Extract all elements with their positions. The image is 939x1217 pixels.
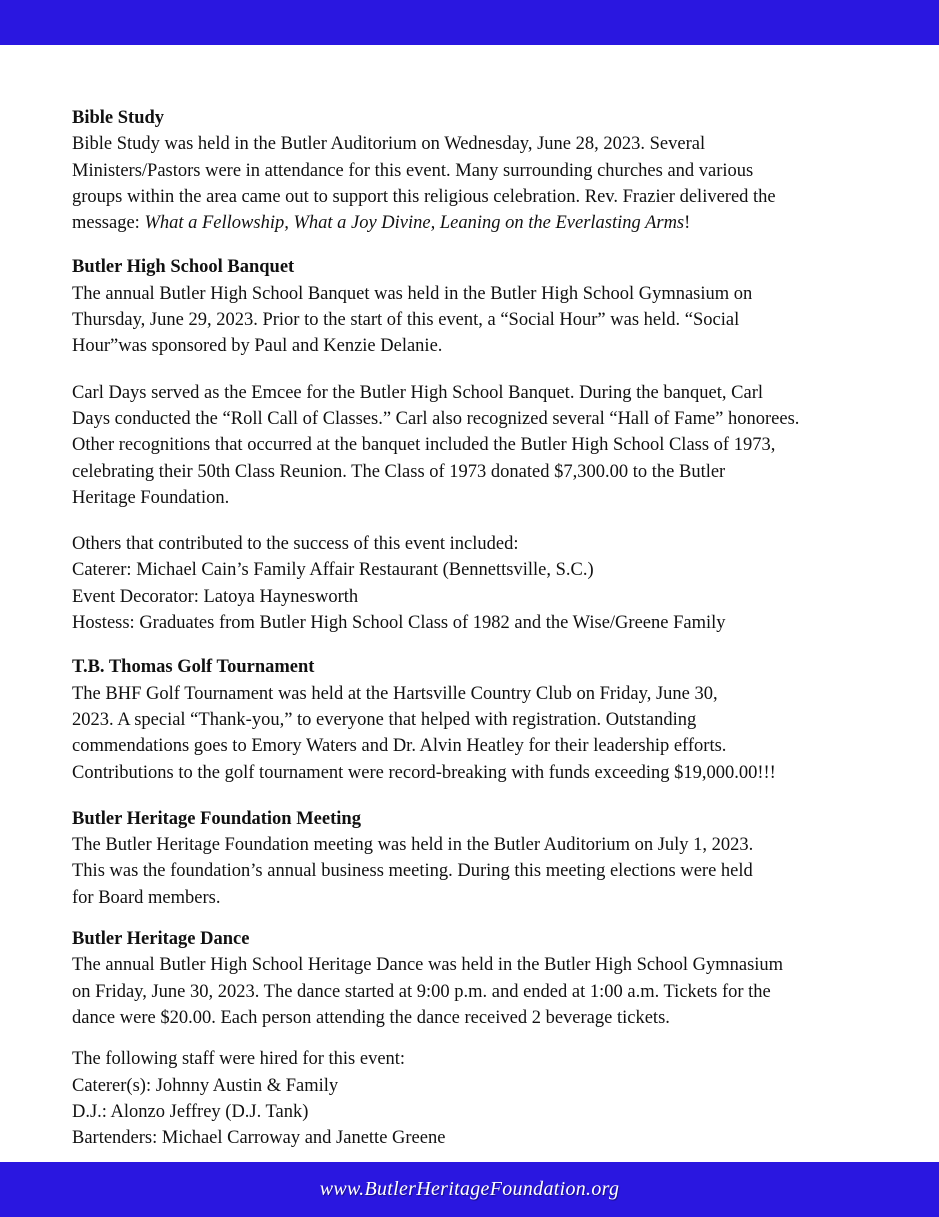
paragraph-line: Other recognitions that occurred at the banquet included the Butler High School Class of 1973, [72, 435, 776, 456]
message-title: What a Fellowship, What a Joy Divine, Leaning on the Everlasting Arms [144, 213, 685, 234]
list-line: Others that contributed to the success of this event included: [72, 534, 519, 555]
paragraph-line: The annual Butler High School Heritage Dance was held in the Butler High School Gymnasium [72, 955, 784, 976]
spacer [72, 636, 872, 654]
list-line: The following staff were hired for this event: [72, 1049, 406, 1070]
list-line: Caterer: Michael Cain’s Family Affair Restaurant (Bennettsville, S.C.) [72, 560, 594, 581]
spacer [72, 511, 872, 531]
section-heading: T.B. Thomas Golf Tournament [72, 657, 315, 678]
section-bible-study [72, 105, 872, 236]
spacer [72, 1031, 872, 1046]
message-suffix: ! [684, 213, 691, 234]
paragraph-line: dance were $20.00. Each person attending the dance received 2 beverage tickets. [72, 1007, 670, 1028]
section-heading: Butler Heritage Dance [72, 929, 250, 950]
list-line: Event Decorator: Latoya Haynesworth [72, 586, 359, 607]
paragraph-line: Ministers/Pastors were in attendance for this event. Many surrounding churches and various [72, 160, 754, 181]
list-line: Hostess: Graduates from Butler High School Class of 1982 and the Wise/Greene Family [72, 613, 726, 634]
paragraph-line: Thursday, June 29, 2023. Prior to the start of this event, a “Social Hour” was held. “Social [72, 310, 740, 331]
section-foundation-meeting [72, 806, 872, 911]
spacer [72, 360, 872, 380]
paragraph-line: Contributions to the golf tournament were record-breaking with funds exceeding $19,000.00!!! [72, 762, 776, 783]
spacer [72, 911, 872, 926]
message-prefix: message: [72, 213, 145, 234]
section-heritage-dance [72, 926, 872, 1151]
section-banquet [72, 254, 872, 636]
list-line: D.J.: Alonzo Jeffrey (D.J. Tank) [72, 1101, 309, 1122]
paragraph-line: commendations goes to Emory Waters and Dr. Alvin Heatley for their leadership efforts. [72, 736, 727, 757]
paragraph-line: The BHF Golf Tournament was held at the Hartsville Country Club on Friday, June 30, [72, 683, 718, 704]
paragraph-line: Hour”was sponsored by Paul and Kenzie Delanie. [72, 336, 443, 357]
paragraph-line: groups within the area came out to support this religious celebration. Rev. Frazier delivered the [72, 186, 776, 207]
paragraph-line: This was the foundation’s annual business meeting. During this meeting elections were held [72, 861, 753, 882]
paragraph-line: Bible Study was held in the Butler Auditorium on Wednesday, June 28, 2023. Several [72, 134, 706, 155]
paragraph-line: 2023. A special “Thank-you,” to everyone that helped with registration. Outstanding [72, 709, 697, 730]
paragraph-line: Days conducted the “Roll Call of Classes.” Carl also recognized several “Hall of Fame” honorees. [72, 408, 800, 429]
paragraph-line: for Board members. [72, 887, 221, 908]
footer-website-link[interactable]: www.ButlerHeritageFoundation.org [319, 1178, 620, 1200]
spacer [72, 786, 872, 806]
paragraph-line: celebrating their 50th Class Reunion. The Class of 1973 donated $7,300.00 to the Butler [72, 461, 726, 482]
spacer [72, 236, 872, 254]
section-heading: Bible Study [72, 108, 165, 128]
list-line: Caterer(s): Johnny Austin & Family [72, 1075, 339, 1096]
top-color-band [0, 0, 939, 45]
footer-band [0, 1162, 939, 1217]
newsletter-body [72, 105, 872, 1151]
paragraph-line: The Butler Heritage Foundation meeting was held in the Butler Auditorium on July 1, 2023. [72, 835, 754, 856]
section-golf-tournament [72, 654, 872, 785]
section-heading: Butler High School Banquet [72, 257, 295, 278]
paragraph-line: on Friday, June 30, 2023. The dance started at 9:00 p.m. and ended at 1:00 a.m. Tickets for the [72, 981, 771, 1002]
section-heading: Butler Heritage Foundation Meeting [72, 808, 361, 829]
paragraph-line: Heritage Foundation. [72, 487, 230, 508]
paragraph-line: Carl Days served as the Emcee for the Butler High School Banquet. During the banquet, Carl [72, 382, 763, 403]
list-line: Bartenders: Michael Carroway and Janette Greene [72, 1128, 446, 1149]
paragraph-line: The annual Butler High School Banquet was held in the Butler High School Gymnasium on [72, 283, 753, 304]
message-line [72, 210, 872, 236]
